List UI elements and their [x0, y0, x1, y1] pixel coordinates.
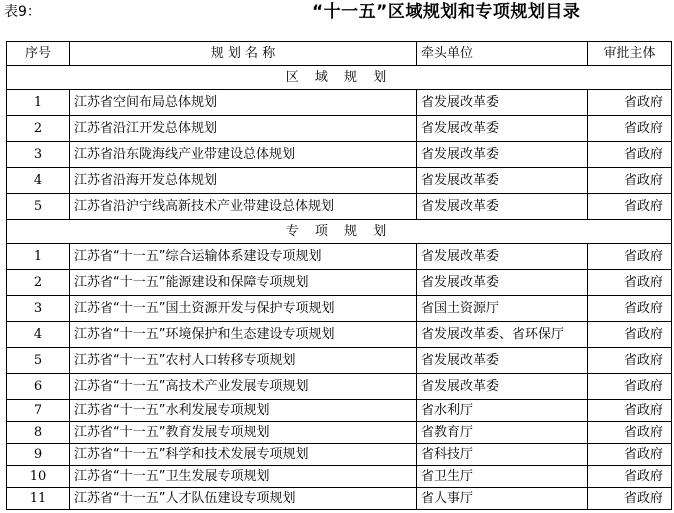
table-row	[7, 194, 672, 220]
row-lead-unit: 省发展改革委	[417, 244, 588, 270]
row-plan-name: 江苏省“十一五”卫生发展专项规划	[70, 466, 417, 488]
row-seq: 4	[7, 322, 70, 348]
row-plan-name: 江苏省“十一五”高技术产业发展专项规划	[70, 374, 417, 400]
row-seq: 7	[7, 400, 70, 422]
table-row	[7, 244, 672, 270]
row-seq: 3	[7, 142, 70, 168]
row-lead-unit: 省水利厅	[417, 400, 588, 422]
table-row	[7, 348, 672, 374]
table-row	[7, 488, 672, 510]
row-lead-unit: 省发展改革委	[417, 270, 588, 296]
row-approver: 省政府	[588, 90, 672, 116]
row-approver: 省政府	[588, 116, 672, 142]
table-row	[7, 90, 672, 116]
table-row	[7, 296, 672, 322]
table-row	[7, 374, 672, 400]
row-lead-unit: 省教育厅	[417, 422, 588, 444]
row-approver: 省政府	[588, 400, 672, 422]
row-lead-unit: 省发展改革委	[417, 194, 588, 220]
row-approver: 省政府	[588, 322, 672, 348]
row-seq: 3	[7, 296, 70, 322]
row-plan-name: 江苏省沿海开发总体规划	[70, 168, 417, 194]
row-seq: 5	[7, 194, 70, 220]
row-approver: 省政府	[588, 194, 672, 220]
row-seq: 6	[7, 374, 70, 400]
section-title: 区 域 规 划	[7, 66, 672, 90]
row-lead-unit: 省科技厅	[417, 444, 588, 466]
row-lead-unit: 省发展改革委	[417, 142, 588, 168]
row-plan-name: 江苏省空间布局总体规划	[70, 90, 417, 116]
row-seq: 11	[7, 488, 70, 510]
row-lead-unit: 省发展改革委	[417, 374, 588, 400]
row-approver: 省政府	[588, 142, 672, 168]
row-seq: 2	[7, 116, 70, 142]
table-row	[7, 444, 672, 466]
table-row	[7, 270, 672, 296]
row-approver: 省政府	[588, 270, 672, 296]
row-plan-name: 江苏省“十一五”水利发展专项规划	[70, 400, 417, 422]
row-approver: 省政府	[588, 348, 672, 374]
section-row	[7, 66, 672, 90]
row-approver: 省政府	[588, 374, 672, 400]
header-approver: 审批主体	[588, 42, 672, 66]
row-plan-name: 江苏省“十一五”教育发展专项规划	[70, 422, 417, 444]
row-seq: 4	[7, 168, 70, 194]
header-name: 规 划 名 称	[70, 42, 417, 66]
row-plan-name: 江苏省“十一五”能源建设和保障专项规划	[70, 270, 417, 296]
table-row	[7, 168, 672, 194]
row-seq: 8	[7, 422, 70, 444]
row-plan-name: 江苏省“十一五”人才队伍建设专项规划	[70, 488, 417, 510]
row-seq: 1	[7, 90, 70, 116]
table-row	[7, 116, 672, 142]
row-approver: 省政府	[588, 444, 672, 466]
row-lead-unit: 省发展改革委	[417, 116, 588, 142]
row-lead-unit: 省发展改革委	[417, 168, 588, 194]
row-plan-name: 江苏省“十一五”科学和技术发展专项规划	[70, 444, 417, 466]
row-approver: 省政府	[588, 422, 672, 444]
row-seq: 9	[7, 444, 70, 466]
row-plan-name: 江苏省“十一五”国土资源开发与保护专项规划	[70, 296, 417, 322]
row-plan-name: 江苏省沿江开发总体规划	[70, 116, 417, 142]
header-seq: 序号	[7, 42, 70, 66]
row-seq: 5	[7, 348, 70, 374]
header-lead-unit: 牵头单位	[417, 42, 588, 66]
row-plan-name: 江苏省“十一五”农村人口转移专项规划	[70, 348, 417, 374]
table-row	[7, 466, 672, 488]
row-approver: 省政府	[588, 488, 672, 510]
row-plan-name: 江苏省“十一五”环境保护和生态建设专项规划	[70, 322, 417, 348]
table-row	[7, 322, 672, 348]
row-lead-unit: 省发展改革委、省环保厅	[417, 322, 588, 348]
table-body	[7, 66, 672, 510]
row-lead-unit: 省人事厅	[417, 488, 588, 510]
row-plan-name: 江苏省沿沪宁线高新技术产业带建设总体规划	[70, 194, 417, 220]
row-approver: 省政府	[588, 466, 672, 488]
row-lead-unit: 省发展改革委	[417, 348, 588, 374]
row-lead-unit: 省卫生厅	[417, 466, 588, 488]
row-approver: 省政府	[588, 244, 672, 270]
row-approver: 省政府	[588, 296, 672, 322]
table-title: “十一五”区域规划和专项规划目录	[312, 2, 581, 22]
row-seq: 10	[7, 466, 70, 488]
row-seq: 1	[7, 244, 70, 270]
row-lead-unit: 省发展改革委	[417, 90, 588, 116]
planning-catalog-table	[6, 41, 672, 510]
table-number-label: 表9：	[4, 4, 41, 20]
row-plan-name: 江苏省“十一五”综合运输体系建设专项规划	[70, 244, 417, 270]
table-header-row	[7, 42, 672, 66]
table-row	[7, 400, 672, 422]
section-title: 专 项 规 划	[7, 220, 672, 244]
row-plan-name: 江苏省沿东陇海线产业带建设总体规划	[70, 142, 417, 168]
row-lead-unit: 省国土资源厅	[417, 296, 588, 322]
row-seq: 2	[7, 270, 70, 296]
table-row	[7, 422, 672, 444]
table-row	[7, 142, 672, 168]
row-approver: 省政府	[588, 168, 672, 194]
section-row	[7, 220, 672, 244]
